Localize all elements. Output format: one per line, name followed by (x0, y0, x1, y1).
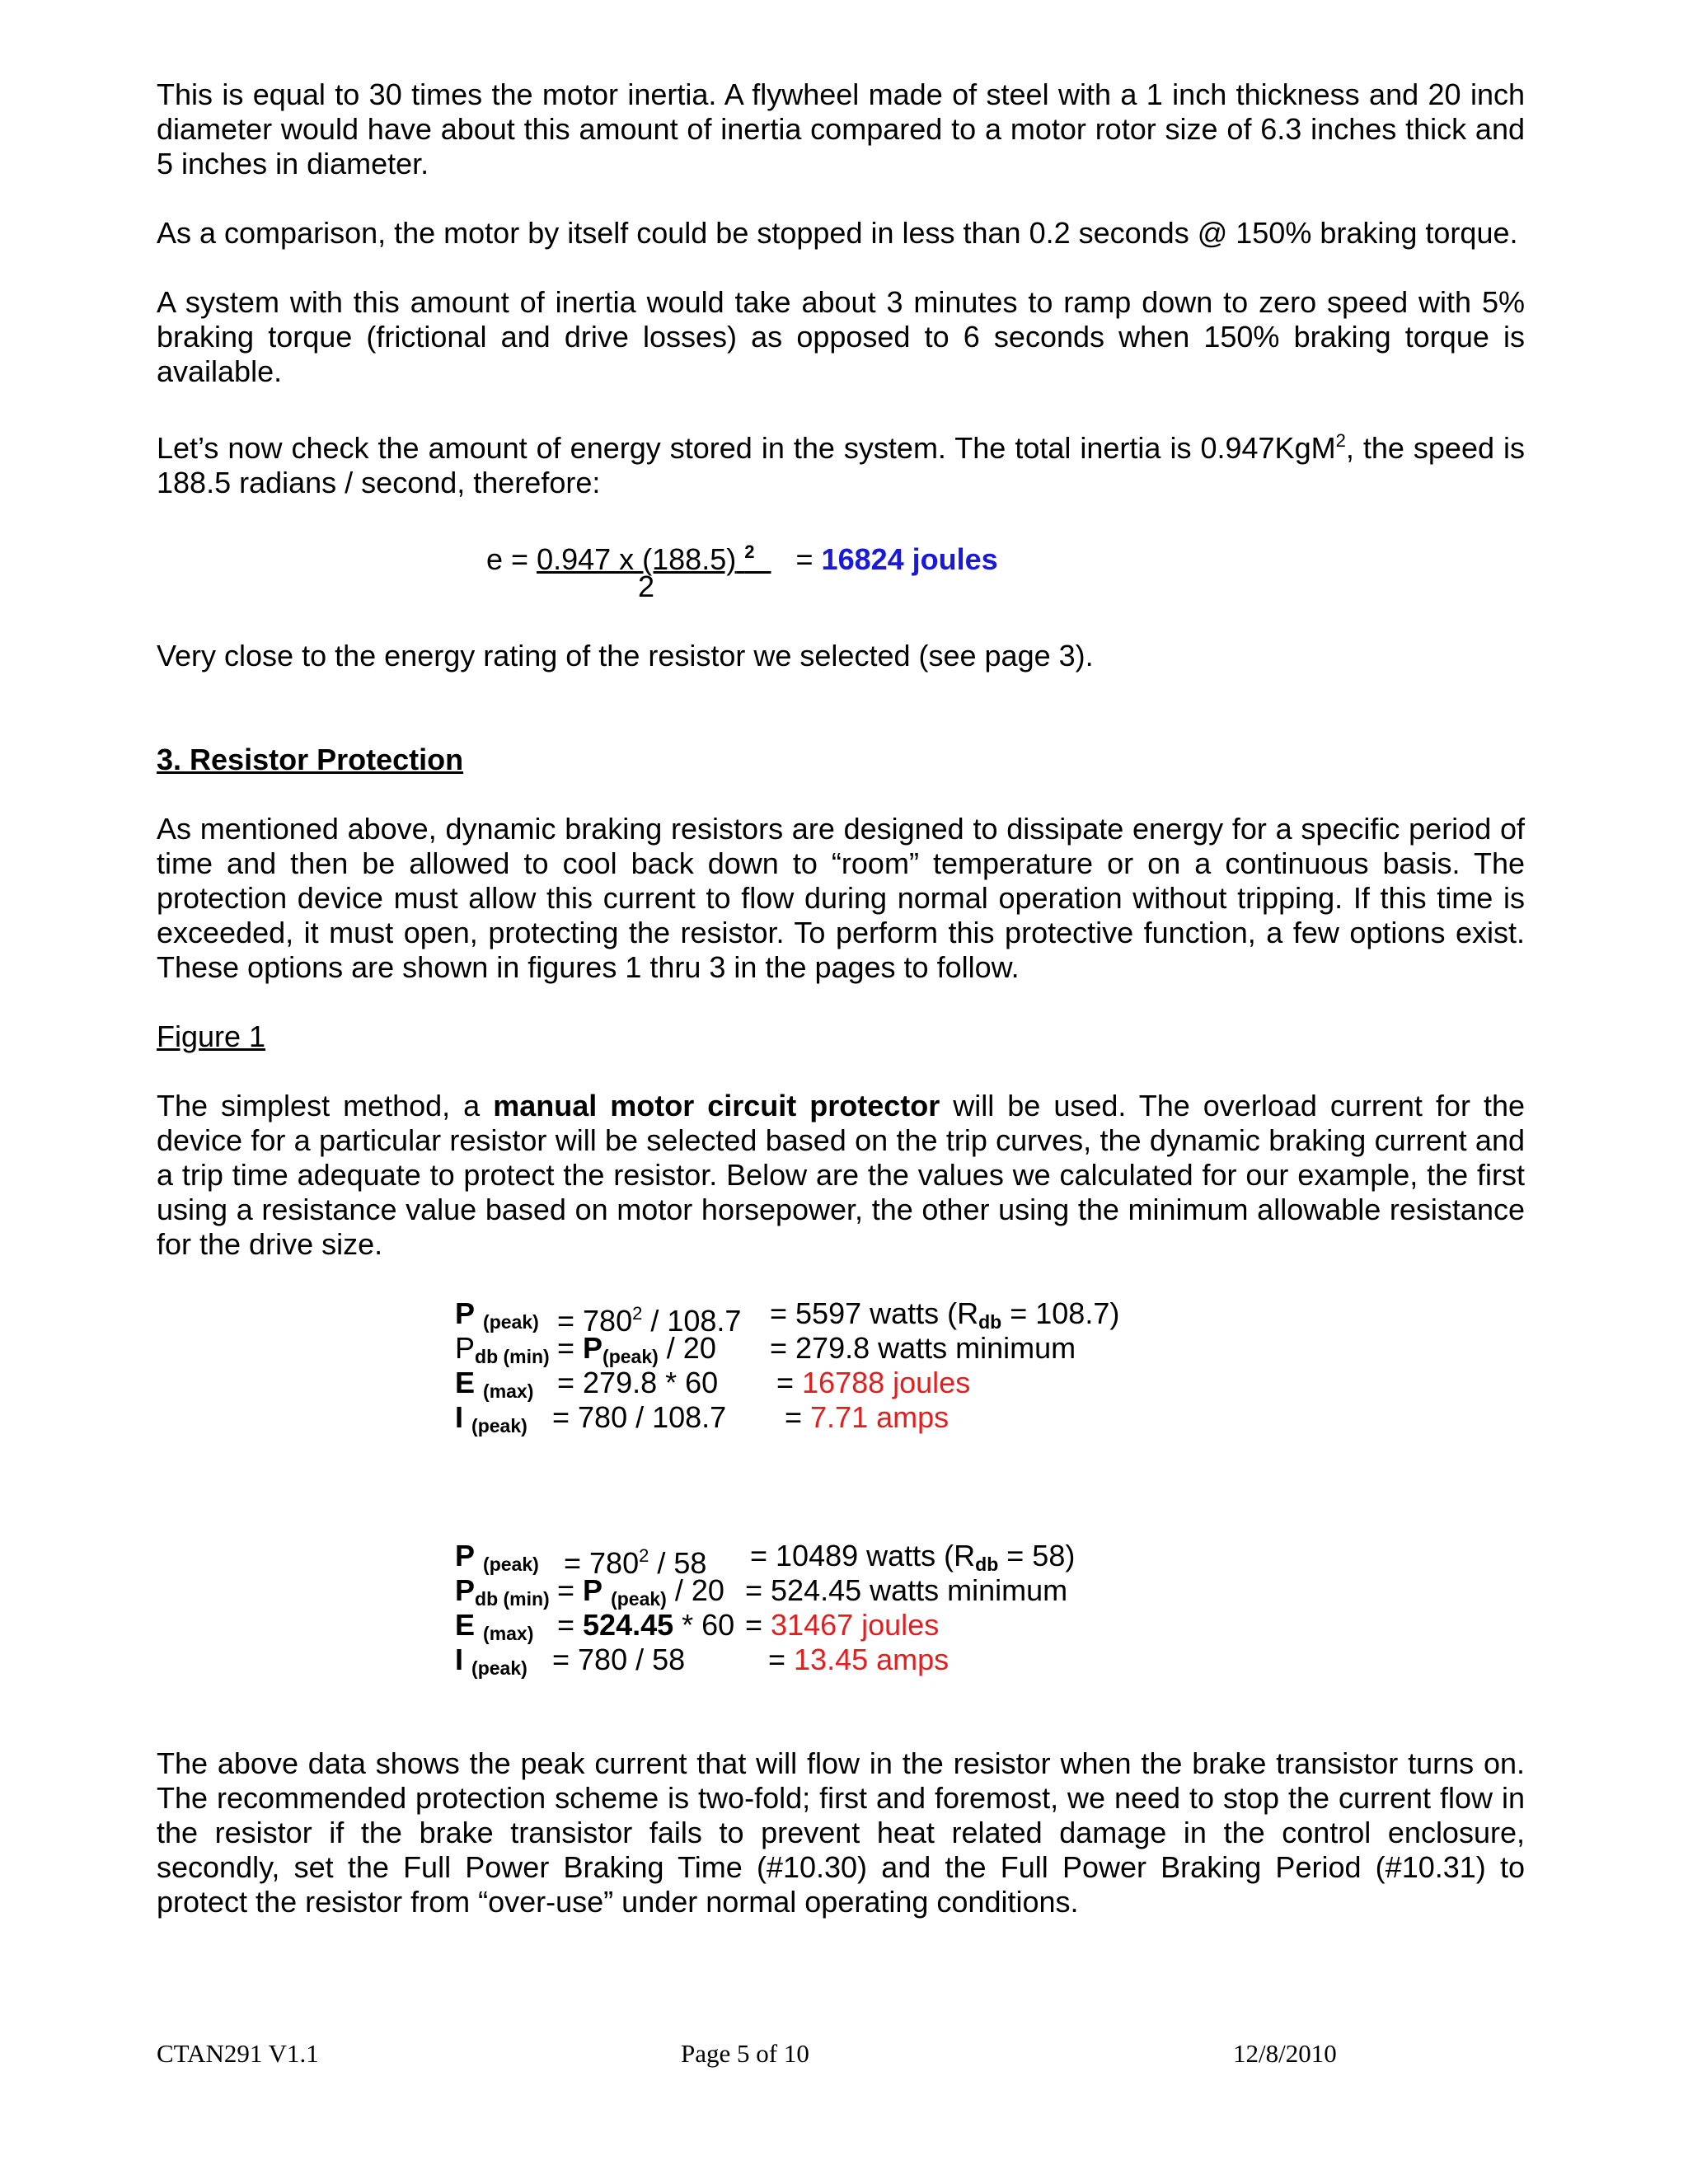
calc1-row-peak-power (455, 1296, 1525, 1338)
calc2-r2-expr-b: / 20 (666, 1573, 724, 1607)
calc1-r2-expr-a: = (557, 1331, 584, 1365)
equation-denominator: 2 (638, 569, 655, 603)
calc2-r3-expr (557, 1608, 734, 1643)
energy-superscript: 2 (1335, 430, 1346, 451)
paragraph-flywheel: This is equal to 30 times the motor inertia. A flywheel made of steel with a 1 inch thickness and 20 inch diameter would have about this amount of inertia compared to a motor rotor size of 6.3 inches thick and 5 inches in diameter. (157, 77, 1525, 180)
calc2-r3-result (745, 1608, 939, 1643)
calc1-r2-expr-b: / 20 (658, 1331, 716, 1365)
calc1-r4-res-eq: = (785, 1400, 811, 1434)
calc1-r1-res-sub: db (978, 1311, 1002, 1333)
energy-equation (157, 535, 1525, 604)
calc2-r4-expr: = 780 / 58 (552, 1643, 686, 1676)
calculation-block-1 (455, 1296, 1525, 1435)
energy-text-b: , the speed is 188.5 radians / second, therefore: (157, 431, 1525, 499)
method-bold-text: manual motor circuit protector (493, 1089, 940, 1122)
calc-spacer-2 (157, 1677, 1525, 1746)
calc1-row-min-power (455, 1331, 1525, 1366)
calc1-r3-result (776, 1366, 970, 1400)
calc2-r1-sub: (peak) (483, 1554, 539, 1575)
calc2-r4-res-eq: = (768, 1643, 795, 1676)
calc1-r4-sub: (peak) (471, 1415, 528, 1436)
calc1-r2-expr-bold: P (583, 1331, 603, 1365)
calc2-r3-expr-a: = (557, 1608, 584, 1642)
calc2-r1-expr-a: = 780 (564, 1546, 640, 1580)
calc2-r4-res-value: 13.45 amps (794, 1643, 950, 1676)
calc1-r4-expr: = 780 / 108.7 (552, 1400, 727, 1434)
calc1-r3-sub: (max) (483, 1380, 534, 1402)
calc1-r4-result (785, 1400, 949, 1435)
equation-line (486, 535, 998, 577)
calc2-r1-res-a: = 10489 watts (R (750, 1539, 976, 1572)
calc2-r4-symbol (455, 1643, 528, 1685)
calc1-r2-sym: P (455, 1331, 476, 1365)
equation-equals: = (795, 542, 822, 576)
calc1-r1-sym: P (455, 1296, 476, 1330)
equation-lhs: e = (486, 542, 537, 576)
calc2-r3-res-eq: = (745, 1608, 771, 1642)
paragraph-simplest-method (157, 1089, 1525, 1262)
method-text-b: will be used. The overload current for the device for a particular resistor will be selected based on the trip curves, the dynamic braking current and a trip time adequate to protect the resistor. Below are the values we calculated for our example, the first using a resistance value based on motor horsepower, the other using the minimum allowable resistance for the drive size. (157, 1089, 1525, 1261)
calc2-r3-expr-b: * 60 (673, 1608, 735, 1642)
calc1-r3-res-value: 16788 joules (802, 1366, 971, 1399)
calc2-r3-sym: E (455, 1608, 476, 1642)
calc2-r3-res-value: 31467 joules (771, 1608, 940, 1642)
calc2-r2-result: = 524.45 watts minimum (745, 1573, 1068, 1607)
calc1-r4-res-value: 7.71 amps (810, 1400, 950, 1434)
calc1-r1-expr-a: = 780 (557, 1304, 633, 1338)
calc2-r1-expr-sup: 2 (639, 1545, 649, 1566)
footer-doc-id: CTAN291 V1.1 (157, 2039, 319, 2068)
calc2-r1-res-sub: db (975, 1554, 999, 1575)
calc2-r2-expr-a: = (557, 1573, 584, 1607)
calc1-r2-expr-sub: (peak) (603, 1346, 659, 1367)
calc1-r4-symbol (455, 1400, 528, 1443)
calc1-r1-sub: (peak) (483, 1311, 539, 1333)
calc1-r3-expr: = 279.8 * 60 (557, 1366, 719, 1399)
calc1-row-energy (455, 1366, 1525, 1400)
equation-numerator-text: 0.947 x (188.5) (537, 542, 737, 576)
calc1-r1-res-a: = 5597 watts (R (770, 1296, 979, 1330)
footer-page-number: Page 5 of 10 (681, 2039, 809, 2068)
page-footer (157, 2039, 1525, 2072)
paragraph-ramp-down: A system with this amount of inertia would take about 3 minutes to ramp down to zero speed with 5% braking torque (frictional and drive losses) as opposed to 6 seconds when 150% braking torque is available. (157, 285, 1525, 388)
equation-result: 16824 joules (821, 542, 998, 576)
calc1-r1-res-b: = 108.7) (1001, 1296, 1120, 1330)
calc1-r2-sub: db (min) (475, 1346, 550, 1367)
paragraph-comparison: As a comparison, the motor by itself could be stopped in less than 0.2 seconds @ 150% braking torque. (157, 216, 1518, 250)
calc1-r1-expr-sup: 2 (632, 1303, 643, 1324)
calc1-r4-sym: I (455, 1400, 464, 1434)
calc2-r4-result (768, 1643, 949, 1677)
equation-exponent: 2 (744, 541, 755, 562)
calc1-r3-sym: E (455, 1366, 476, 1399)
footer-date: 12/8/2010 (1233, 2039, 1337, 2068)
paragraph-energy-check (157, 424, 1525, 500)
calculation-block-2 (455, 1539, 1525, 1677)
figure-label: Figure 1 (157, 1019, 266, 1053)
calc2-r2-expr-bold: P (583, 1573, 603, 1607)
calc2-row-peak-power (455, 1539, 1525, 1580)
calc2-row-min-power (455, 1573, 1525, 1608)
page-content (157, 77, 1525, 1954)
section-heading: 3. Resistor Protection (157, 743, 464, 776)
calc-spacer (157, 1435, 1525, 1539)
paragraph-resistor-protection: As mentioned above, dynamic braking resistors are designed to dissipate energy for a specific period of time and then be allowed to cool back down to “room” temperature or on a continuous basis. The protection device must allow this current to flow during normal operation without tripping. If this time is exceeded, it must open, protecting the resistor. To perform this protective function, a few options exist. These options are shown in figures 1 thru 3 in the pages to follow. (157, 812, 1525, 984)
calc2-r4-sym: I (455, 1643, 464, 1676)
calc2-r3-sub: (max) (483, 1623, 534, 1644)
calc2-r3-expr-bold: 524.45 (583, 1608, 674, 1642)
calc1-r1-expr-b: / 108.7 (642, 1304, 742, 1338)
calc2-r1-res-b: = 58) (998, 1539, 1076, 1572)
calc2-row-current (455, 1643, 1525, 1677)
calc2-row-energy (455, 1608, 1525, 1643)
paragraph-close-to-rating: Very close to the energy rating of the resistor we selected (see page 3). (157, 639, 1094, 673)
calc2-r2-sub: db (min) (475, 1588, 550, 1610)
calc2-r1-expr-b: / 58 (649, 1546, 707, 1580)
paragraph-peak-current: The above data shows the peak current that will flow in the resistor when the brake transistor turns on. The recommended protection scheme is two-fold; first and foremost, we need to stop the current flow in the resistor if the brake transistor fails to prevent heat related damage in the control enclosure, secondly, set the Full Power Braking Time (#10.30) and the Full Power Braking Period (#10.31) to protect the resistor from “over-use” under normal operating conditions. (157, 1746, 1525, 1919)
calc2-r1-sym: P (455, 1539, 476, 1572)
calc2-r2-expr-sub: (peak) (611, 1588, 667, 1610)
calc1-r2-result: = 279.8 watts minimum (770, 1331, 1076, 1365)
calc1-r3-res-eq: = (776, 1366, 803, 1399)
calc1-row-current (455, 1400, 1525, 1435)
energy-text-a: Let’s now check the amount of energy stored in the system. The total inertia is 0.947KgM (157, 431, 1336, 465)
calc2-r2-sym: P (455, 1573, 476, 1607)
calc2-r4-sub: (peak) (471, 1657, 528, 1679)
method-text-a: The simplest method, a (157, 1089, 494, 1122)
